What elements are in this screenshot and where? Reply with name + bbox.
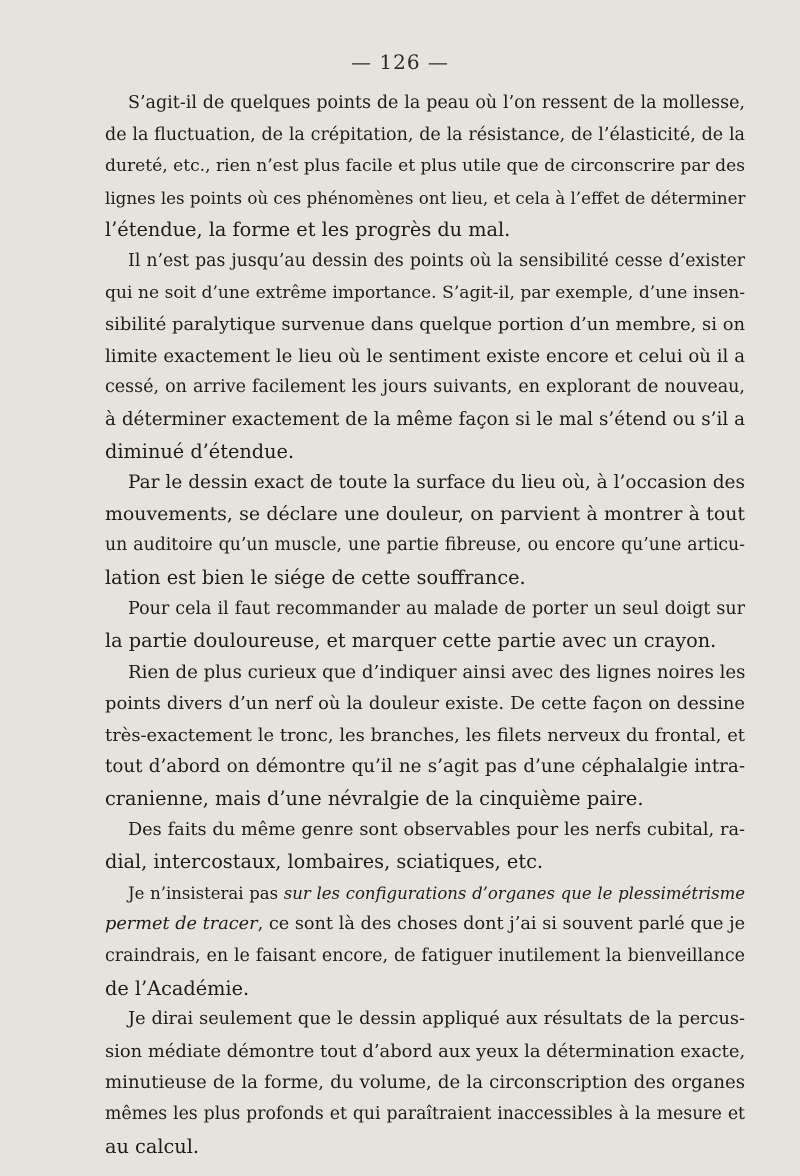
text-line: Pour cela il faut recommander au malade de porter un seul doigt sur — [128, 598, 745, 619]
italic-text: permet de tracer — [105, 914, 258, 935]
text-line: la partie douloureuse, et marquer cette partie avec un crayon. — [105, 629, 717, 653]
text-line: lignes les points où ces phénomènes ont lieu, et cela à l’effet de déterminer — [105, 187, 746, 208]
text-line: de l’Académie. — [105, 976, 250, 1000]
paragraph-4 — [105, 594, 745, 657]
paragraph-6 — [105, 815, 745, 878]
text-line: sion médiate démontre tout d’abord aux yeux la détermination exacte, — [105, 1040, 746, 1062]
paragraph-7 — [105, 878, 745, 1004]
text-line: tout d’abord on démontre qu’il ne s’agit pas d’une céphalalgie intra- — [105, 756, 745, 778]
text-line: mouvements, se déclare une douleur, on parvient à montrer à tout — [105, 502, 745, 525]
text-line: S’agit-il de quelques points de la peau où l’on ressent de la mollesse, — [128, 93, 745, 113]
text-line: Des faits du même genre sont observables pour les nerfs cubital, ra- — [128, 819, 745, 840]
text-line: dial, intercostaux, lombaires, sciatiques, etc. — [105, 850, 544, 874]
text-line: craindrais, en le faisant encore, de fatiguer inutilement la bienveillance — [105, 946, 745, 967]
paragraph-2 — [105, 246, 745, 467]
text-line: diminué d’étendue. — [105, 439, 295, 463]
text-line: lation est bien le siége de cette souffrance. — [105, 565, 526, 589]
text-line: qui ne soit d’une extrême importance. S’agit-il, par exemple, d’une insen- — [105, 282, 745, 303]
text-line: très-exactement le tronc, les branches, les filets nerveux du frontal, et — [105, 724, 745, 746]
text-line: minutieuse de la forme, du volume, de la circonscription des organes — [105, 1072, 745, 1094]
body-text — [105, 88, 745, 1162]
text-line: limite exactement le lieu où le sentiment existe encore et celui où il a — [105, 345, 745, 367]
italic-text: sur les configurations d’organes que le plessimétrisme — [283, 883, 745, 903]
text-run: Je n’insisterai pas — [128, 883, 284, 903]
text-line — [105, 878, 745, 910]
text-line: un auditoire qu’un muscle, une partie fibreuse, ou encore qu’une articu- — [105, 535, 745, 556]
text-line: mêmes les plus profonds et qui paraîtraient inaccessibles à la mesure et — [105, 1104, 745, 1124]
text-line: à déterminer exactement de la même façon si le mal s’étend ou s’il a — [105, 408, 745, 430]
text-line: sibilité paralytique survenue dans quelque portion d’un membre, si on — [105, 314, 745, 336]
text-line: cessé, on arrive facilement les jours suivants, en explorant de nouveau, — [105, 377, 745, 398]
text-line: dureté, etc., rien n’est plus facile et plus utile que de circonscrire par des — [105, 156, 745, 177]
text-line: points divers d’un nerf où la douleur existe. De cette façon on dessine — [105, 693, 745, 715]
paragraph-8 — [105, 1004, 745, 1162]
text-line: Je dirai seulement que le dessin appliqué aux résultats de la percus- — [128, 1009, 745, 1030]
text-line: Rien de plus curieux que d’indiquer ainsi avec des lignes noires les — [128, 661, 746, 683]
paragraph-3 — [105, 467, 745, 593]
paragraph-5 — [105, 657, 745, 815]
text-run: , ce sont là des choses dont j’ai si souvent parlé que je — [257, 914, 746, 935]
page-number: — 126 — — [351, 50, 449, 74]
text-line — [105, 909, 745, 941]
text-line: cranienne, mais d’une névralgie de la cinquième paire. — [105, 787, 644, 811]
text-line: Par le dessin exact de toute la surface du lieu où, à l’occasion des — [128, 472, 745, 494]
text-line: Il n’est pas jusqu’au dessin des points où la sensibilité cesse d’exister — [128, 250, 745, 271]
paragraph-1 — [105, 88, 745, 246]
text-line: de la fluctuation, de la crépitation, de la résistance, de l’élasticité, de la — [105, 124, 745, 145]
text-line: l’étendue, la forme et les progrès du mal. — [105, 218, 511, 242]
text-line: au calcul. — [105, 1134, 200, 1158]
